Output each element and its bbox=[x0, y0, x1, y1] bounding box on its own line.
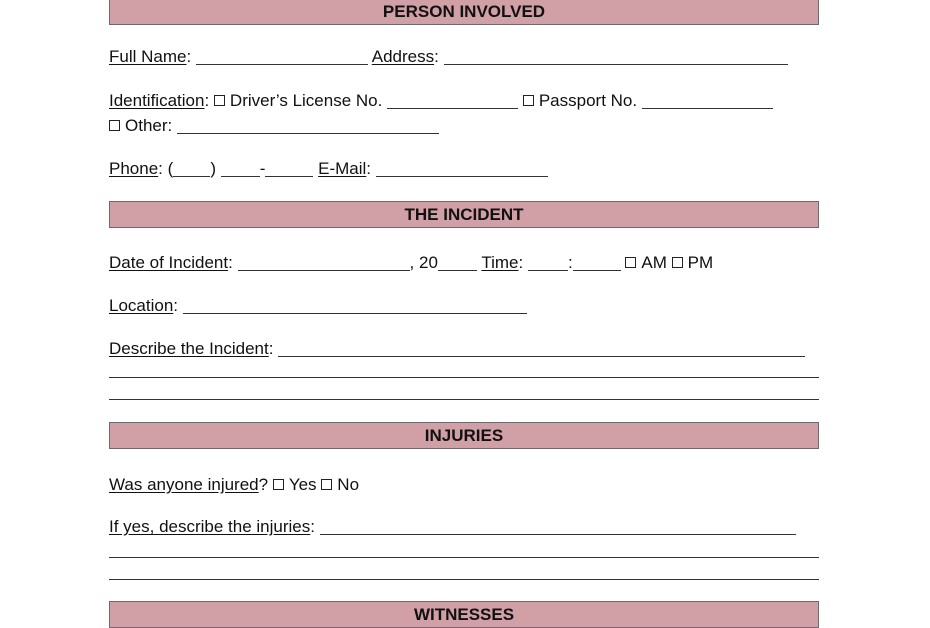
phone-paren-close: ) bbox=[210, 159, 216, 178]
other-id-field[interactable] bbox=[177, 118, 439, 134]
section-header-injuries bbox=[109, 422, 819, 449]
year-field[interactable] bbox=[438, 255, 477, 271]
phone-paren-open: ( bbox=[167, 159, 174, 178]
am-label: AM bbox=[641, 253, 667, 272]
colon: : bbox=[366, 159, 372, 178]
drivers-license-checkbox[interactable] bbox=[214, 95, 225, 106]
drivers-license-field[interactable] bbox=[387, 93, 518, 109]
colon: : bbox=[158, 159, 163, 178]
phone-label: Phone bbox=[109, 159, 159, 178]
location-field[interactable] bbox=[183, 298, 527, 314]
describe-injuries-field[interactable] bbox=[320, 519, 796, 535]
colon: : bbox=[268, 339, 274, 358]
describe-injuries-row bbox=[109, 517, 796, 537]
colon: : bbox=[186, 47, 192, 66]
phone-dash: - bbox=[259, 159, 266, 178]
describe-incident-row bbox=[109, 339, 805, 359]
time-label: Time bbox=[481, 253, 519, 272]
passport-field[interactable] bbox=[642, 93, 773, 109]
location-label: Location bbox=[109, 296, 174, 315]
injured-no-checkbox[interactable] bbox=[321, 479, 332, 490]
section-title: PERSON INVOLVED bbox=[382, 1, 546, 21]
pm-checkbox[interactable] bbox=[672, 257, 683, 268]
drivers-license-label: Driver’s License No. bbox=[229, 91, 383, 110]
year-prefix: , 20 bbox=[409, 253, 438, 272]
am-checkbox[interactable] bbox=[625, 257, 636, 268]
phone-line-field[interactable] bbox=[265, 161, 313, 177]
section-title: INJURIES bbox=[424, 425, 504, 445]
phone-area-code-field[interactable] bbox=[173, 161, 210, 177]
full-name-address-row bbox=[109, 47, 788, 67]
injured-question-label: Was anyone injured bbox=[109, 475, 259, 494]
identification-row bbox=[109, 91, 773, 111]
date-of-incident-label: Date of Incident bbox=[109, 253, 229, 272]
section-header-person-involved bbox=[109, 0, 819, 25]
address-field[interactable] bbox=[444, 49, 788, 65]
phone-email-row bbox=[109, 159, 548, 179]
describe-incident-line-3[interactable] bbox=[109, 399, 819, 400]
describe-incident-line-2[interactable] bbox=[109, 377, 819, 378]
date-field[interactable] bbox=[238, 255, 410, 271]
address-label: Address bbox=[371, 47, 435, 66]
section-header-the-incident bbox=[109, 201, 819, 228]
time-minute-field[interactable] bbox=[573, 255, 621, 271]
injured-no-label: No bbox=[337, 475, 360, 494]
time-colon: : bbox=[567, 253, 573, 272]
identification-label: Identification bbox=[109, 91, 205, 110]
injured-question-row bbox=[109, 475, 359, 495]
describe-injuries-line-2[interactable] bbox=[109, 557, 819, 558]
date-time-row bbox=[109, 253, 713, 273]
time-hour-field[interactable] bbox=[528, 255, 568, 271]
location-row bbox=[109, 296, 527, 316]
colon: : bbox=[228, 253, 233, 272]
passport-checkbox[interactable] bbox=[523, 95, 534, 106]
colon: : bbox=[518, 253, 524, 272]
other-id-checkbox[interactable] bbox=[109, 120, 120, 131]
phone-prefix-field[interactable] bbox=[221, 161, 260, 177]
describe-incident-label: Describe the Incident bbox=[109, 339, 269, 358]
email-field[interactable] bbox=[376, 161, 548, 177]
section-title: WITNESSES bbox=[413, 604, 515, 624]
colon: : bbox=[310, 517, 315, 536]
describe-injuries-label: If yes, describe the injuries bbox=[109, 517, 311, 536]
colon: : bbox=[434, 47, 439, 66]
passport-label: Passport No. bbox=[538, 91, 638, 110]
describe-incident-field[interactable] bbox=[278, 341, 805, 357]
injured-yes-checkbox[interactable] bbox=[273, 479, 284, 490]
pm-label: PM bbox=[687, 253, 714, 272]
full-name-label: Full Name bbox=[109, 47, 187, 66]
question-mark: ? bbox=[258, 475, 269, 494]
other-id-label: Other: bbox=[125, 116, 173, 135]
other-id-row bbox=[109, 116, 439, 136]
full-name-field[interactable] bbox=[196, 49, 368, 65]
section-title: THE INCIDENT bbox=[404, 204, 524, 224]
injured-yes-label: Yes bbox=[288, 475, 317, 494]
email-label: E-Mail bbox=[318, 159, 367, 178]
describe-injuries-line-3[interactable] bbox=[109, 579, 819, 580]
colon: : bbox=[173, 296, 179, 315]
section-header-witnesses bbox=[109, 601, 819, 628]
colon: : bbox=[204, 91, 210, 110]
